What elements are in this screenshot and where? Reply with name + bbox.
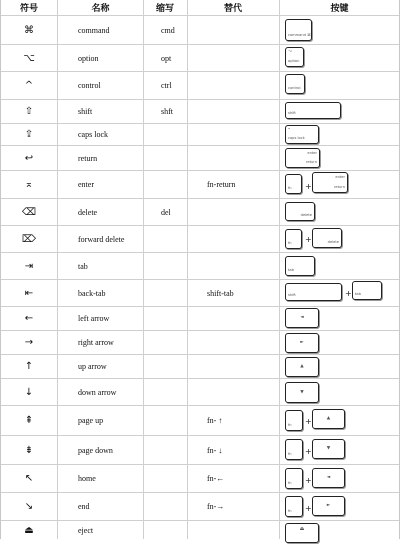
header-abbr: 缩写 (155, 4, 174, 14)
row-alt: fn-→ (207, 502, 225, 511)
plus-sign: + (305, 182, 312, 191)
tab-keycap (352, 281, 382, 300)
row-alt (207, 124, 277, 145)
delete-symbol-icon: ⌫ (21, 206, 37, 218)
row-alt (207, 100, 277, 123)
plus-sign: + (305, 235, 312, 244)
keycap-label: option (288, 59, 300, 64)
keycap-label: fn (288, 423, 292, 428)
enter-symbol-icon: ⌅ (24, 179, 34, 190)
plus-sign: + (305, 504, 312, 513)
left-arrow-keycap (285, 308, 319, 328)
row-abbr (161, 355, 191, 378)
control-symbol-icon: ^ (24, 80, 34, 91)
row-abbr: ctrl (161, 81, 172, 90)
header-alt: 替代 (223, 4, 242, 14)
down-arrow-symbol-icon: ↓ (24, 386, 34, 398)
row-alt (207, 226, 277, 252)
row-alt: shift-tab (207, 288, 234, 298)
table-row (1, 253, 399, 280)
row-abbr (161, 465, 191, 492)
arrow-down-icon: ▼ (326, 445, 331, 451)
fn-keycap (285, 439, 303, 460)
table-row (1, 45, 399, 72)
end-symbol-icon: ↘ (24, 501, 34, 512)
row-abbr: opt (161, 53, 172, 63)
page-down-symbol-icon: ⇟ (24, 444, 34, 456)
tab-keycap (285, 256, 315, 276)
row-abbr: del (161, 207, 171, 217)
row-alt: fn- ↑ (207, 416, 223, 425)
row-name: page up (78, 416, 104, 425)
right-arrow-symbol-icon: → (24, 337, 34, 348)
row-abbr (161, 171, 191, 198)
row-keys (285, 226, 400, 252)
option-keycap (285, 47, 304, 67)
right-arrow-keycap (312, 496, 345, 516)
header-keys: 按键 (330, 4, 349, 14)
row-name: control (78, 81, 101, 90)
row-keys (285, 355, 400, 378)
row-abbr (161, 521, 191, 539)
table-row (1, 493, 399, 521)
keycap-label: delete (300, 213, 312, 218)
row-keys (285, 521, 400, 551)
command-symbol-icon: ⌘ (24, 24, 34, 36)
row-name: up arrow (78, 362, 107, 371)
keycap-label: ⌥ (288, 49, 293, 53)
row-alt (207, 307, 277, 330)
header-name: 名称 (91, 4, 110, 14)
row-abbr (161, 124, 191, 145)
row-name: option (78, 53, 99, 63)
caps-lock-keycap (285, 125, 319, 144)
row-keys (285, 436, 400, 464)
up-arrow-symbol-icon: ↑ (24, 361, 34, 372)
table-row (1, 100, 399, 124)
arrow-up-icon: ▲ (326, 415, 331, 421)
table-row (1, 465, 399, 493)
keycap-label: fn (288, 481, 292, 486)
command-keycap (285, 19, 312, 41)
table-row (1, 171, 399, 199)
table-row (1, 331, 399, 355)
row-abbr (161, 331, 191, 354)
row-name: return (78, 153, 98, 163)
back-tab-symbol-icon: ⇤ (24, 287, 34, 299)
table-row (1, 307, 399, 331)
row-abbr (161, 493, 191, 520)
tab-symbol-icon: ⇥ (24, 260, 34, 272)
row-alt (207, 45, 277, 71)
fn-keycap (285, 468, 303, 489)
row-keys (285, 72, 400, 99)
keycap-label: control (288, 86, 301, 91)
row-abbr (161, 226, 191, 252)
shift-symbol-icon: ⇧ (24, 106, 34, 117)
table-row (1, 406, 399, 436)
keycap-label: command ⌘ (288, 33, 311, 38)
row-name: tab (78, 261, 88, 271)
row-keys (285, 16, 400, 44)
row-abbr (161, 253, 191, 279)
keycap-label: delete (327, 240, 339, 245)
header-row (1, 0, 399, 16)
row-keys (285, 379, 400, 405)
home-symbol-icon: ↖ (24, 473, 34, 484)
header-symbol: 符号 (19, 4, 38, 14)
keycap-label: return (334, 185, 345, 190)
row-alt (207, 199, 277, 225)
arrow-right-icon: ► (300, 339, 304, 345)
row-keys (285, 493, 400, 520)
down-arrow-keycap (312, 439, 345, 459)
delete-keycap (312, 228, 342, 248)
delete-keycap (285, 202, 315, 221)
table-row (1, 16, 399, 45)
row-alt: fn-← (207, 474, 225, 483)
return-keycap (312, 172, 348, 193)
row-abbr (161, 436, 191, 464)
caps-lock-symbol-icon: ⇪ (24, 129, 34, 140)
row-abbr (161, 406, 191, 435)
keycap-label: fn (288, 509, 292, 514)
row-name: forward delete (78, 234, 125, 244)
table-row (1, 226, 399, 253)
row-abbr: shft (161, 107, 173, 116)
row-keys (285, 465, 400, 492)
row-name: back-tab (78, 288, 106, 298)
fn-keycap (285, 496, 303, 517)
row-keys (285, 406, 400, 435)
keycap-label: fn (288, 186, 292, 191)
row-abbr (161, 307, 191, 330)
plus-sign: + (305, 476, 312, 485)
row-name: caps lock (78, 130, 108, 139)
keycap-label: enter (307, 151, 317, 155)
control-keycap (285, 74, 305, 94)
table-row (1, 355, 399, 379)
table-row (1, 146, 399, 171)
row-alt (207, 521, 277, 539)
arrow-down-icon: ▼ (300, 389, 304, 395)
left-arrow-symbol-icon: ← (24, 313, 34, 324)
up-arrow-keycap (285, 357, 319, 377)
row-name: end (78, 502, 90, 511)
table-row (1, 280, 399, 307)
arrow-left-icon: ◄ (300, 314, 304, 320)
table-row (1, 72, 399, 100)
keycap-label: return (306, 160, 317, 165)
right-arrow-keycap (285, 333, 319, 353)
row-name: command (78, 25, 110, 35)
fn-keycap (285, 174, 302, 194)
row-name: eject (78, 525, 94, 535)
row-alt (207, 331, 277, 354)
row-keys (285, 307, 400, 330)
row-name: delete (78, 207, 98, 217)
row-keys (285, 253, 400, 279)
row-alt (207, 72, 277, 99)
eject-symbol-icon: ⏏ (24, 524, 34, 536)
row-alt (207, 16, 277, 44)
return-symbol-icon: ↩ (24, 152, 34, 164)
row-abbr (161, 280, 191, 306)
keycap-label: shift (288, 293, 296, 298)
table-row (1, 199, 399, 226)
row-keys (285, 280, 400, 306)
keycap-label: enter (335, 175, 345, 179)
fn-keycap (285, 410, 303, 431)
shift-keycap (285, 102, 341, 119)
arrow-left-icon: ◄ (326, 474, 331, 480)
table-row (1, 521, 399, 551)
keycap-label: shift (288, 111, 296, 116)
keycap-label: tab (355, 292, 361, 297)
fn-keycap (285, 229, 302, 249)
row-name: home (78, 474, 96, 483)
row-keys (285, 146, 400, 170)
eject-keycap (285, 523, 319, 543)
row-alt: fn- ↓ (207, 445, 223, 455)
up-arrow-keycap (312, 409, 345, 429)
keycap-label: caps lock (288, 136, 305, 141)
row-name: down arrow (78, 387, 117, 397)
table-row (1, 124, 399, 146)
row-abbr (161, 146, 191, 170)
row-alt (207, 146, 277, 170)
row-keys (285, 45, 400, 71)
down-arrow-keycap (285, 382, 319, 403)
row-alt (207, 355, 277, 378)
plus-sign: + (345, 289, 352, 298)
row-keys (285, 100, 400, 123)
row-name: shift (78, 107, 93, 116)
option-symbol-icon: ⌥ (23, 52, 35, 64)
arrow-right-icon: ► (326, 502, 331, 508)
row-alt (207, 253, 277, 279)
row-keys (285, 124, 400, 145)
row-alt: fn-return (207, 180, 236, 189)
table-row (1, 436, 399, 465)
arrow-up-icon: ▲ (300, 363, 304, 369)
left-arrow-keycap (312, 468, 345, 488)
page-up-symbol-icon: ⇞ (24, 415, 34, 426)
keycap-label: fn (288, 452, 292, 457)
row-alt (207, 379, 277, 405)
caps-lock-indicator: • (288, 127, 291, 131)
keycap-label: tab (288, 268, 294, 273)
shift-keycap (285, 283, 342, 301)
row-name: page down (78, 445, 113, 455)
eject-icon: ⏏ (299, 526, 305, 532)
row-keys (285, 199, 400, 225)
keycap-label: fn (288, 241, 292, 246)
row-name: right arrow (78, 338, 114, 347)
row-abbr: cmd (161, 25, 175, 35)
table-row (1, 379, 399, 406)
row-keys (285, 171, 400, 198)
return-keycap (285, 148, 320, 168)
plus-sign: + (305, 417, 312, 426)
row-name: enter (78, 180, 94, 189)
row-name: left arrow (78, 314, 110, 323)
row-abbr (161, 379, 191, 405)
forward-delete-symbol-icon: ⌦ (21, 233, 37, 245)
plus-sign: + (305, 447, 312, 456)
row-keys (285, 331, 400, 354)
